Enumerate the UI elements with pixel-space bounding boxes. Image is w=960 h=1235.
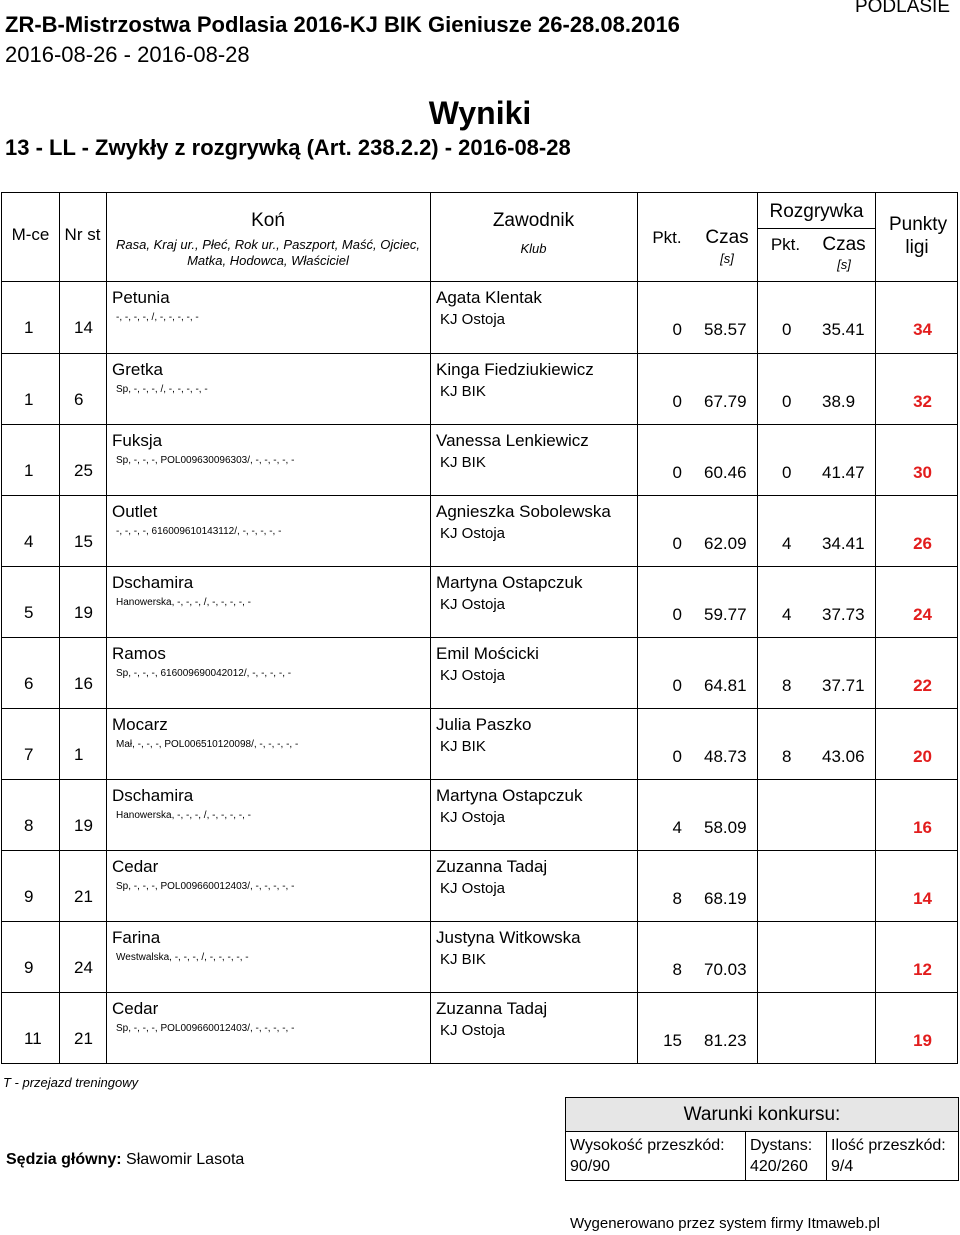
jumpoff-time: 41.47: [822, 463, 865, 482]
table-header: [2, 193, 957, 282]
rider-name: Martyna Ostapczuk: [436, 573, 583, 592]
club-name: KJ Ostoja: [440, 311, 506, 328]
count-label: Ilość przeszkód:: [831, 1137, 946, 1154]
results-table: [1, 192, 958, 1064]
col-horse-details: Rasa, Kraj ur., Płeć, Rok ur., Paszport, Maść, Ojciec, Matka, Hodowca, Właściciel: [116, 237, 420, 268]
time: 62.09: [704, 534, 747, 553]
place: 1: [24, 461, 34, 480]
horse-details: Westwalska, -, -, -, /, -, -, -, -, -: [116, 952, 249, 963]
jumpoff-points: 0: [782, 392, 792, 411]
league-points: 34: [913, 320, 932, 339]
page-title: Wyniki: [428, 95, 532, 131]
start-no: 16: [74, 674, 93, 693]
chief-judge: [6, 1151, 244, 1169]
start-no: 15: [74, 532, 93, 551]
jumpoff-time: 35.41: [822, 320, 865, 339]
time: 48.73: [704, 747, 747, 766]
place: 4: [24, 532, 34, 551]
start-no: 6: [74, 390, 84, 409]
rider-name: Vanessa Lenkiewicz: [436, 431, 589, 450]
horse-name: Cedar: [112, 857, 159, 876]
jumpoff-points: 0: [782, 463, 792, 482]
time: 58.57: [704, 320, 747, 339]
event-title: ZR-B-Mistrzostwa Podlasia 2016-KJ BIK Gieniusze 26-28.08.2016: [5, 12, 680, 37]
start-no: 19: [74, 816, 93, 835]
club-name: KJ BIK: [440, 454, 486, 471]
club-name: KJ Ostoja: [440, 596, 506, 613]
horse-details: Hanowerska, -, -, -, /, -, -, -, -, -: [116, 597, 252, 608]
points: 0: [672, 605, 682, 624]
conditions-box: [565, 1097, 959, 1181]
points: 0: [672, 392, 682, 411]
col-time: Czas: [705, 227, 749, 248]
place: 9: [24, 887, 34, 906]
time: 81.23: [704, 1031, 747, 1050]
jumpoff-points: 4: [782, 534, 792, 553]
jumpoff-points: 8: [782, 676, 792, 695]
col-jumpoff-time-unit: [s]: [837, 257, 851, 272]
start-no: 21: [74, 887, 93, 906]
horse-details: Sp, -, -, -, 616009690042012/, -, -, -, -, -: [116, 668, 292, 679]
rider-name: Agnieszka Sobolewska: [436, 502, 611, 521]
horse-name: Fuksja: [112, 431, 163, 450]
table-row: [2, 779, 957, 850]
horse-details: Mał, -, -, -, POL006510120098/, -, -, -, -, -: [116, 739, 299, 750]
place: 9: [24, 958, 34, 977]
time: 64.81: [704, 676, 747, 695]
points: 0: [672, 463, 682, 482]
horse-details: Hanowerska, -, -, -, /, -, -, -, -, -: [116, 810, 252, 821]
jumpoff-points: 0: [782, 320, 792, 339]
league-points: 26: [913, 534, 932, 553]
horse-details: Sp, -, -, -, POL009660012403/, -, -, -, -, -: [116, 881, 295, 892]
points: 4: [672, 818, 682, 837]
judge-label: Sędzia główny:: [6, 1151, 122, 1168]
league-points: 14: [913, 889, 932, 908]
points: 15: [663, 1031, 682, 1050]
place: 6: [24, 674, 34, 693]
league-points: 16: [913, 818, 932, 837]
height-label: Wysokość przeszkód:: [570, 1137, 725, 1154]
table-row: [2, 708, 957, 779]
league-points: 20: [913, 747, 932, 766]
points: 8: [672, 960, 682, 979]
region-label: PODLASIE: [854, 0, 950, 17]
time: 59.77: [704, 605, 747, 624]
table-row: [2, 495, 957, 566]
training-note: T - przejazd treningowy: [3, 1075, 139, 1090]
jumpoff-points: 8: [782, 747, 792, 766]
distance-label: Dystans:: [750, 1137, 813, 1154]
horse-name: Cedar: [112, 999, 159, 1018]
table-row: [2, 921, 957, 992]
league-points: 30: [913, 463, 932, 482]
table-row: [2, 850, 957, 921]
height-value: 90/90: [570, 1158, 611, 1175]
col-jumpoff-points: Pkt.: [770, 235, 801, 254]
league-points: 22: [913, 676, 932, 695]
horse-details: Sp, -, -, -, POL009660012403/, -, -, -, -, -: [116, 1023, 295, 1034]
count-cell: [827, 1132, 958, 1180]
league-points: 12: [913, 960, 932, 979]
generated-by: Wygenerowano przez system firmy Itmaweb.pl: [570, 1215, 880, 1232]
col-horse: Koń: [251, 210, 285, 231]
start-no: 14: [74, 318, 93, 337]
col-rider: Zawodnik: [492, 210, 575, 231]
place: 5: [24, 603, 34, 622]
club-name: KJ BIK: [440, 951, 486, 968]
height-cell: [566, 1132, 746, 1180]
col-league-points: Punkty ligi: [889, 214, 948, 258]
results-body: [2, 282, 957, 1063]
horse-name: Farina: [112, 928, 161, 947]
league-points: 32: [913, 392, 932, 411]
distance-cell: [746, 1132, 827, 1180]
count-value: 9/4: [831, 1158, 854, 1175]
club-name: KJ BIK: [440, 738, 486, 755]
jumpoff-time: 38.9: [822, 392, 856, 411]
col-place: M-ce: [11, 225, 50, 244]
points: 0: [672, 534, 682, 553]
horse-details: Sp, -, -, -, POL009630096303/, -, -, -, -, -: [116, 455, 295, 466]
start-no: 25: [74, 461, 93, 480]
time: 67.79: [704, 392, 747, 411]
col-jumpoff: Rozgrywka: [769, 201, 864, 222]
horse-details: Sp, -, -, -, /, -, -, -, -, -: [116, 384, 208, 395]
club-name: KJ Ostoja: [440, 880, 506, 897]
rider-name: Martyna Ostapczuk: [436, 786, 583, 805]
league-points: 24: [913, 605, 932, 624]
horse-name: Dschamira: [112, 786, 194, 805]
horse-name: Ramos: [112, 644, 166, 663]
start-no: 19: [74, 603, 93, 622]
time: 60.46: [704, 463, 747, 482]
horse-details: -, -, -, -, /, -, -, -, -, -: [116, 312, 199, 323]
event-dates: 2016-08-26 - 2016-08-28: [5, 42, 250, 67]
place: 1: [24, 318, 34, 337]
rider-name: Julia Paszko: [436, 715, 532, 734]
rider-name: Justyna Witkowska: [436, 928, 581, 947]
conditions-title: Warunki konkursu:: [566, 1098, 958, 1132]
rider-name: Zuzanna Tadaj: [436, 857, 548, 876]
club-name: KJ Ostoja: [440, 1022, 506, 1039]
time: 70.03: [704, 960, 747, 979]
table-row: [2, 992, 957, 1063]
col-points: Pkt.: [652, 228, 682, 247]
horse-name: Outlet: [112, 502, 158, 521]
club-name: KJ BIK: [440, 383, 486, 400]
club-name: KJ Ostoja: [440, 809, 506, 826]
place: 7: [24, 745, 34, 764]
table-row: [2, 637, 957, 708]
jumpoff-time: 43.06: [822, 747, 865, 766]
col-time-unit: [s]: [720, 251, 734, 266]
horse-name: Dschamira: [112, 573, 194, 592]
time: 58.09: [704, 818, 747, 837]
horse-name: Mocarz: [112, 715, 168, 734]
horse-details: -, -, -, -, 616009610143112/, -, -, -, -, -: [116, 526, 282, 537]
col-start-no: Nr st: [64, 225, 101, 244]
jumpoff-points: 4: [782, 605, 792, 624]
jumpoff-time: 37.73: [822, 605, 865, 624]
points: 0: [672, 747, 682, 766]
rider-name: Kinga Fiedziukiewicz: [436, 360, 594, 379]
points: 0: [672, 676, 682, 695]
club-name: KJ Ostoja: [440, 667, 506, 684]
table-row: [2, 353, 957, 424]
horse-name: Petunia: [112, 288, 170, 307]
distance-value: 420/260: [750, 1158, 808, 1175]
jumpoff-time: 37.71: [822, 676, 865, 695]
place: 1: [24, 390, 34, 409]
time: 68.19: [704, 889, 747, 908]
rider-name: Agata Klentak: [436, 288, 542, 307]
rider-name: Emil Mościcki: [436, 644, 539, 663]
table-row: [2, 424, 957, 495]
club-name: KJ Ostoja: [440, 525, 506, 542]
table-row: [2, 282, 957, 353]
table-row: [2, 566, 957, 637]
points: 0: [672, 320, 682, 339]
start-no: 1: [74, 745, 84, 764]
start-no: 24: [74, 958, 93, 977]
points: 8: [672, 889, 682, 908]
league-points: 19: [913, 1031, 932, 1050]
competition-title: 13 - LL - Zwykły z rozgrywką (Art. 238.2.2) - 2016-08-28: [5, 135, 571, 160]
start-no: 21: [74, 1029, 93, 1048]
rider-name: Zuzanna Tadaj: [436, 999, 548, 1018]
col-jumpoff-time: Czas: [822, 234, 866, 255]
jumpoff-time: 34.41: [822, 534, 865, 553]
col-club: Klub: [520, 241, 547, 256]
horse-name: Gretka: [112, 360, 164, 379]
place: 8: [24, 816, 34, 835]
judge-name: Sławomir Lasota: [126, 1151, 245, 1168]
place: 11: [24, 1029, 42, 1048]
